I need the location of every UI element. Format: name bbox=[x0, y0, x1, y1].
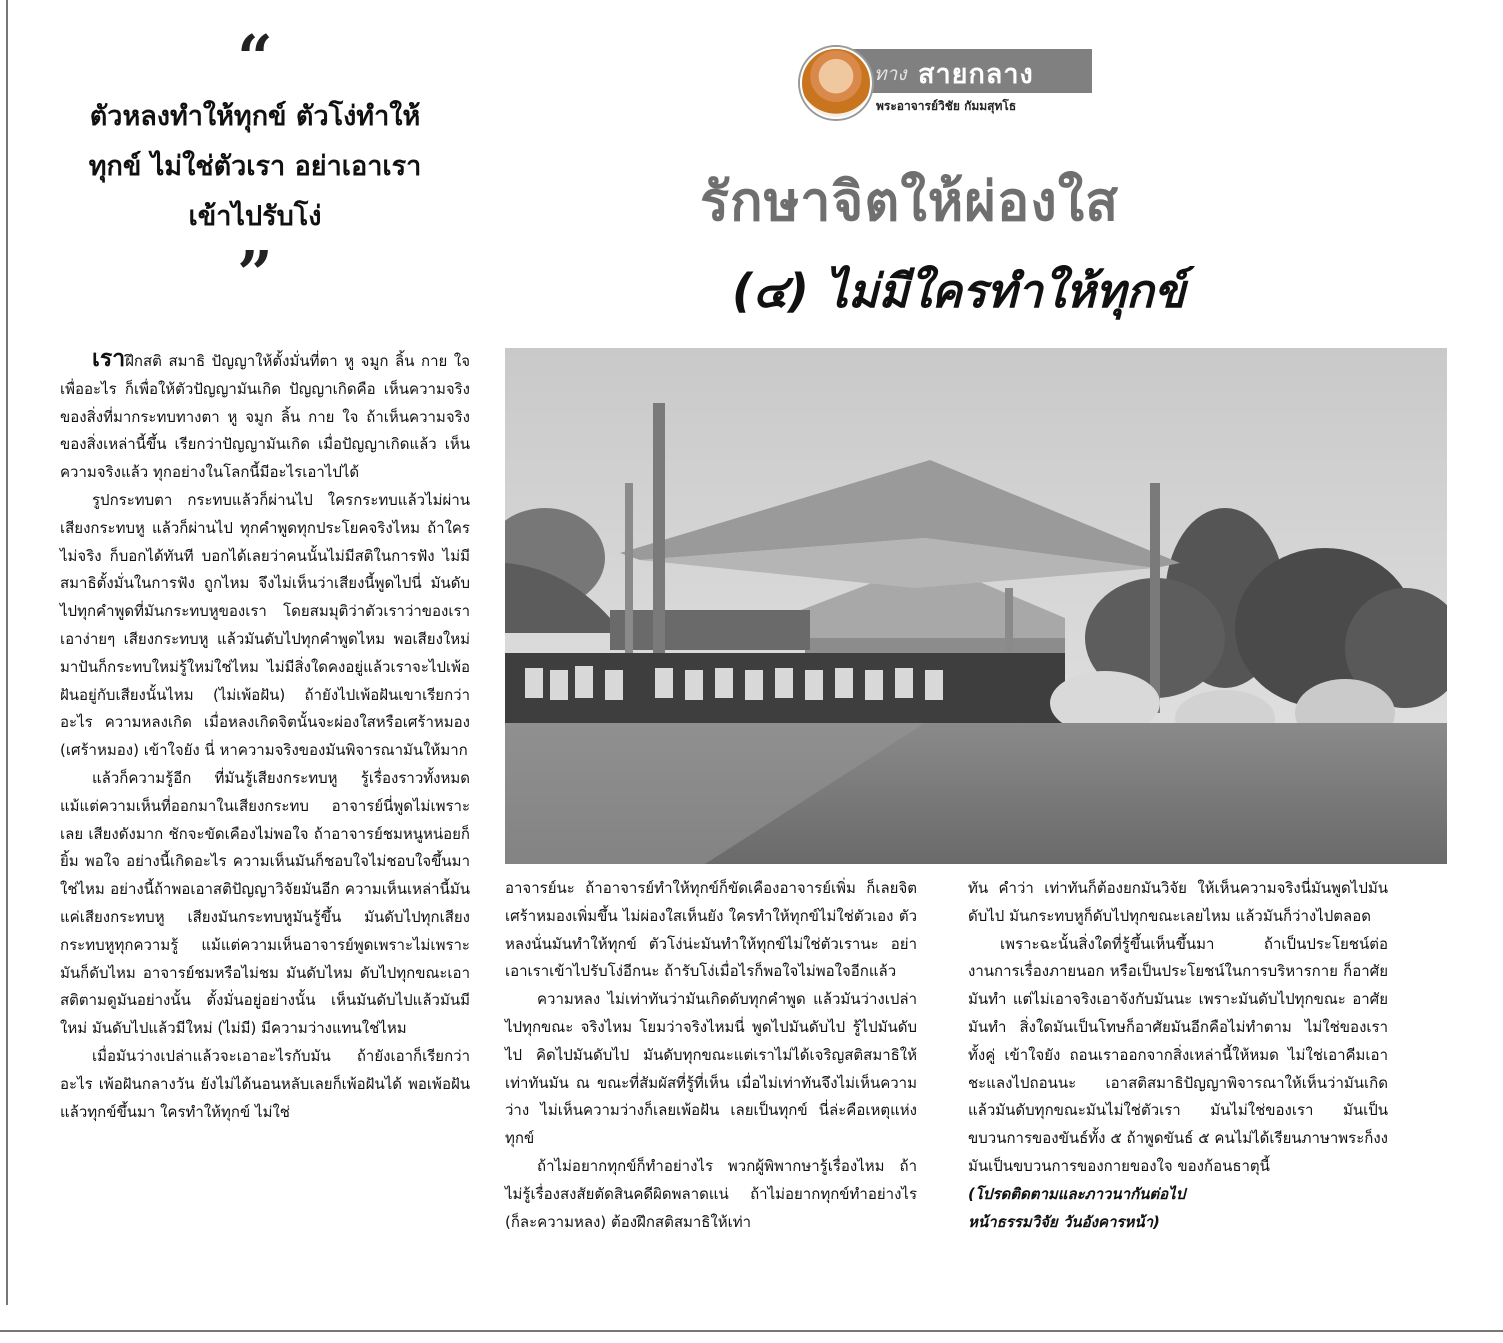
column-header bbox=[800, 47, 1092, 117]
dharma-talk-stage-photo-icon bbox=[505, 348, 1447, 864]
body-paragraph: เมื่อมันว่างเปล่าแล้วจะเอาอะไรกับมัน ถ้ายังเอาก็เรียกว่าอะไร เพ้อฝันกลางวัน ยังไม่ได้นอนหลับเลยก็เพ้อฝันได้ พอเพ้อฝันแล้วทุกข์ขึ้นมา ใครทำให้ทุกข์ ไม่ใช่ bbox=[60, 1046, 470, 1121]
monk-portrait-icon bbox=[800, 47, 872, 119]
body-paragraph bbox=[60, 346, 470, 487]
pull-quote-line: ทุกข์ ไม่ใช่ตัวเรา อย่าเอาเรา bbox=[88, 151, 422, 182]
body-paragraph: ทัน คำว่า เท่าทันก็ต้องยกมันวิจัย ให้เห็นความจริงนี่มันพูดไปมันดับไป มันกระทบหูก็ดับไปทุกขณะเลยไหม แล้วมันก็ว่างไปตลอด bbox=[968, 879, 1388, 925]
body-paragraph: แล้วก็ความรู้อีก ที่มันรู้เสียงกระทบหู รู้เรื่องราวทั้งหมด แม้แต่ความเห็นที่ออกมาในเสียงกระทบ อาจารย์นี่พูดไม่เพราะเลย เสียงดังมาก ชักจะขัดเคืองไม่พอใจ ถ้าอาจารย์ชมหนูหน่อยก็ยิ้ม พอใจ อย่างนี้เกิดอะไร ความเห็นมันก็ชอบใจไม่ชอบใจขึ้นมาใช่ไหม อย่างนี้ถ้าพอเอาสติปัญญาวิจัยมันอีก ความเห็นเหล่านี้มันแค่เสียงกระทบหู เสียงมันกระทบหูมันรู้ขึ้น มันดับไปทุกเสียง กระทบหูทุกความรู้ แม้แต่ความเห็นอาจารย์พูดเพราะไม่เพราะ มันก็ดับไหม อาจารย์ชมหรือไม่ชม มันดับไหม ดับไปทุกขณะเอาสติตามดูมันอย่างนั้น ตั้งมั่นอยู่อย่างนั้น เห็นมันดับไปแล้วมันมีใหม่ มันดับไปแล้วมีใหม่ (ไม่มี) มีความว่างแทนใช่ไหม bbox=[60, 768, 470, 1038]
body-paragraph: อาจารย์นะ ถ้าอาจารย์ทำให้ทุกข์ก็ขัดเคืองอาจารย์เพิ่ม ก็เลยจิตเศร้าหมองเพิ่มขึ้น ไม่ผ่องใสเห็นยัง ใครทำให้ทุกข์ไม่ใช่ตัวเอง ตัวหลงนั่นมันทำให้ทุกข์ ตัวโง่น่ะมันทำให้ทุกข์ไม่ใช่ตัวเรานะ อย่าเอาเราเข้าไปรับโง่อีกนะ ถ้ารับโง่เมื่อไรก็พอใจไม่พอใจอีกแล้ว bbox=[505, 879, 917, 981]
body-column-2 bbox=[505, 875, 917, 1236]
body-paragraph: ความหลง ไม่เท่าทันว่ามันเกิดดับทุกคำพูด แล้วมันว่างเปล่าไปทุกขณะ จริงไหม โยมว่าจริงไหมนี่ พูดไปมันดับไป รู้ไปมันดับไป คิดไปมันดับไป มันดับทุกขณะแต่เราไม่ได้เจริญสติสมาธิให้เท่าทันมัน ณ ขณะที่สัมผัสที่รู้ที่เห็น เมื่อไม่เท่าทันจึงไม่เห็นความว่าง ไม่เห็นความว่างก็เลยเพ้อฝัน เลยเป็นทุกข์ นี่ล่ะคือเหตุแห่งทุกข์ bbox=[505, 990, 917, 1148]
paragraph-text: ฝึกสติ สมาธิ ปัญญาให้ตั้งมั่นที่ตา หู จมูก ลิ้น กาย ใจ เพื่ออะไร ก็เพื่อให้ตัวปัญญามันเกิด ปัญญาเกิดคือ เห็นความจริงของสิ่งที่มากระทบทางตา หู จมูก ลิ้น กาย ใจ ถ้าเห็นความจริงของสิ่งเหล่านี้ขึ้น เรียกว่าปัญญามันเกิด เมื่อปัญญาเกิดแล้ว เห็นความจริงแล้ว ทุกอย่างในโลกนี้มีอะไรเอาไปได้ bbox=[60, 352, 470, 482]
column-author: พระอาจารย์วิชัย กัมมสุทโธ bbox=[876, 99, 1017, 113]
pull-quote-text bbox=[40, 92, 470, 242]
column-name-prefix: ทาง bbox=[874, 63, 907, 85]
body-paragraph: เพราะฉะนั้นสิ่งใดที่รู้ขึ้นเห็นขึ้นมา ถ้าเป็นประโยชน์ต่องานการเรื่องภายนอก หรือเป็นประโยชน์ในการบริหารกาย ก็อาศัยมันทำ แต่ไม่เอาจริงเอาจังกับมันนะ เพราะมันดับไปทุกขณะ อาศัยมันทำ สิ่งใดมันเป็นโทษก็อาศัยมันอีกคือไม่ทำตาม ไม่ใช่ของเราทั้งคู่ เข้าใจยัง ถอนเราออกจากสิ่งเหล่านี้ให้หมด ไม่ใช่เอาคีมเอาชะแลงไปถอนนะ เอาสติสมาธิปัญญาพิจารณาให้เห็นว่ามันเกิดแล้วมันดับทุกขณะมันไม่ใช่ตัวเรา มันไม่ใช่ของเรา มันเป็นขบวนการของขันธ์ทั้ง ๕ ถ้าพูดขันธ์ ๕ คนไม่ได้เรียนภาษาพระก็งง มันเป็นขบวนการของกายของใจ ของก้อนธาตุนี้ bbox=[968, 934, 1388, 1175]
body-column-1 bbox=[60, 346, 470, 1126]
body-paragraph: ถ้าไม่อยากทุกข์ก็ทำอย่างไร พวกผู้พิพากษารู้เรื่องไหม ถ้าไม่รู้เรื่องสงสัยตัดสินคดีผิดพลาดแน่ ถ้าไม่อยากทุกข์ทำอย่างไร (ก็ละความหลง) ต้องฝึกสติสมาธิให้เท่า bbox=[505, 1156, 917, 1231]
drop-word: เรา bbox=[92, 346, 126, 372]
body-column-3 bbox=[968, 875, 1388, 1236]
bottom-border-rule bbox=[0, 1330, 1503, 1332]
column-name: สายกลาง bbox=[918, 59, 1034, 90]
subheadline: (๔) ไม่มีใครทำให้ทุกข์ bbox=[732, 264, 1186, 318]
body-paragraph: รูปกระทบตา กระทบแล้วก็ผ่านไป ใครกระทบแล้วไม่ผ่าน เสียงกระทบหู แล้วก็ผ่านไป ทุกคำพูดทุกประโยคจริงไหม ถ้าใครไม่จริง ก็บอกได้ทันที บอกได้เลยว่าคนนั้นไม่มีสติในการฟัง ไม่มีสมาธิตั้งมั่นในการฟัง ถูกไหม จึงไม่เห็นว่าเสียงนี้พูดไปนี่ มันดับไปทุกคำพูดที่มันกระทบหูของเรา โดยสมมุติว่าตัวเราว่าของเรา เอาง่ายๆ เสียงกระทบหู แล้วมันดับไปทุกคำพูดไหม พอเสียงใหม่มาปันก็กระทบใหม่รู้ใหม่ใช่ไหม ไม่มีสิ่งใดคงอยู่แล้วเราจะไปเพ้อฝันอยู่กับเสียงนั้นไหม (ไม่เพ้อฝัน) ถ้ายังไปเพ้อฝันเขาเรียกว่าอะไร ความหลงเกิด เมื่อหลงเกิดจิตนั้นจะผ่องใสหรือเศร้าหมอง (เศร้าหมอง) เข้าใจยัง นี่ หาความจริงของมันพิจารณามันให้มาก bbox=[60, 490, 470, 760]
headline: รักษาจิตให้ผ่องใส bbox=[700, 170, 1120, 233]
left-border-rule bbox=[6, 0, 8, 1305]
close-quote-mark: ” bbox=[237, 237, 273, 310]
open-quote-mark: “ bbox=[237, 21, 273, 94]
continued-note-line: (โปรดติดตามและภาวนากันต่อไป bbox=[968, 1184, 1186, 1203]
pull-quote-line: เข้าไปรับโง่ bbox=[188, 201, 322, 232]
continued-note-line: หน้าธรรมวิจัย วันอังคารหน้า) bbox=[968, 1212, 1160, 1231]
pull-quote-line: ตัวหลงทำให้ทุกข์ ตัวโง่ทำให้ bbox=[89, 101, 421, 132]
pull-quote bbox=[40, 21, 470, 310]
